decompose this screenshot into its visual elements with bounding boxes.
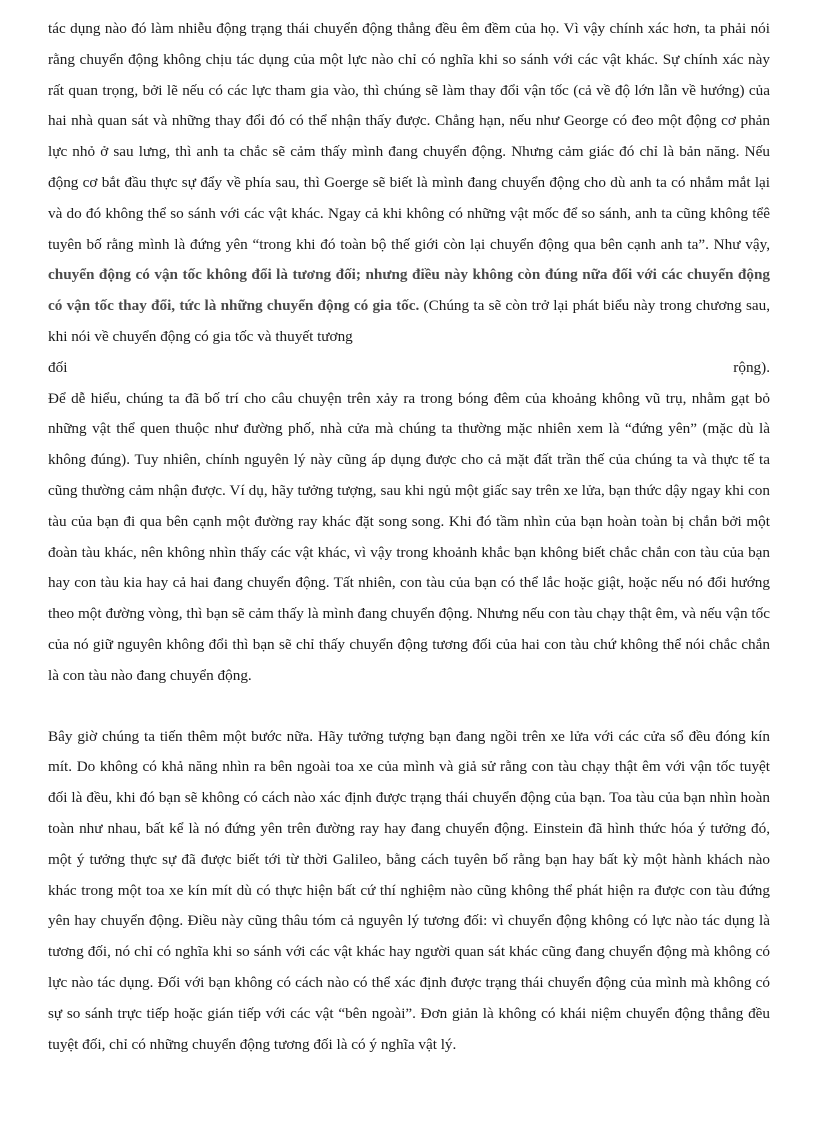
paragraph-closed-carriage: Bây giờ chúng ta tiến thêm một bước nữa. Hãy tưởng tượng bạn đang ngồi trên xe lửa với các cửa sổ đều đóng kín mít. Do không có khả năng nhìn ra bên ngoài toa xe của mình và giả sử rằng con tàu chạy thật êm với vận tốc tuyệt đối là đều, khi đó bạn sẽ không có cách nào xác định được trạng thái chuyển động của bạn. Toa tàu của bạn nhìn hoàn toàn như nhau, bất kể là nó đứng yên trên đường ray hay đang chuyển động. Einstein đã hình thức hóa ý tưởng đó, một ý tưởng thực sự đã được biết tới từ thời Galileo, bằng cách tuyên bố rằng bạn hay bất kỳ một hành khách nào khác trong một toa xe kín mít dù có thực hiện bất cứ thí nghiệm nào cũng không thể phát hiện ra được con tàu đứng yên hay chuyển động. Điều này cũng thâu tóm cả nguyên lý tương đối: vì chuyển động không có lực nào tác dụng là tương đối, nó chỉ có nghĩa khi so sánh với các vật khác hay người quan sát khác cũng đang chuyển động mà không có lực nào tác dụng. Đối với bạn không có cách nào có thể xác định được trạng thái chuyển động của mình mà không có sự so sánh trực tiếp hoặc gián tiếp với các vật “bên ngoài”. Đơn giản là không có khái niệm chuyển động thẳng đều tuyệt đối, chỉ có những chuyển động tương đối là có ý nghĩa vật lý. [48, 727, 770, 1053]
paragraph-relative-motion [48, 14, 770, 353]
last-line-left-word: đối [48, 358, 68, 376]
document-page [48, 14, 770, 1060]
bold-statement: chuyển động có vận tốc không đổi là tương đối; nhưng điều này không còn đúng nữa đối với các chuyển động có vận tốc thay đổi, tức là những chuyển động có gia tốc. [48, 266, 770, 315]
paragraph-text: tác dụng nào đó làm nhiễu động trạng thái chuyển động thẳng đều êm đềm của họ. Vì vậy chính xác hơn, ta phải nói rằng chuyển động không chịu tác dụng của một lực nào chỉ có nghĩa khi so sánh với các vật khác. Sự chính xác này rất quan trọng, bởi lẽ nếu có các lực tham gia vào, thì chúng sẽ làm thay đổi vận tốc (cả về độ lớn lẫn về hướng) của hai nhà quan sát và những thay đổi đó có thể nhận thấy được. Chẳng hạn, nếu như George có đeo một động cơ phản lực nhỏ ở sau lưng, thì anh ta chắc sẽ cảm thấy mình đang chuyển động. Nhưng cảm giác đó chỉ là bản năng. Nếu động cơ bắt đầu thực sự đẩy về phía sau, thì Goerge sẽ biết là mình đang chuyển động cho dù anh ta có nhắm mắt lại và do đó không thể so sánh với các vật khác. Ngay cả khi không có những vật mốc để so sánh, anh ta cũng không tểê tuyên bố rằng mình là đứng yên “trong khi đó toàn bộ thế giới còn lại chuyển động qua bên cạnh anh ta”. Như vậy, [48, 20, 770, 253]
paragraph-train-example: Để dễ hiểu, chúng ta đã bố trí cho câu chuyện trên xảy ra trong bóng đêm của khoảng không vũ trụ, nhằm gạt bỏ những vật thể quen thuộc như đường phố, nhà cửa mà chúng ta thường mặc nhiên xem là “đứng yên” (mặc dù là không đúng). Tuy nhiên, chính nguyên lý này cũng áp dụng được cho cả mặt đất trần thế của chúng ta và thực tế ta cũng thường cảm nhận được. Ví dụ, hãy tưởng tượng, sau khi ngủ một giấc say trên xe lửa, bạn thức dậy ngay khi con tàu của bạn đi qua bên cạnh một đường ray khác đặt song song. Khi đó tầm nhìn của bạn hoàn toàn bị chắn bởi một đoàn tàu khác, nên không nhìn thấy các vật khác, vì vậy trong khoảnh khắc bạn không biết chắc chắn con tàu của bạn hay con tàu kia hay cả hai đang chuyển động. Tất nhiên, con tàu của bạn có thể lắc hoặc giật, hoặc nếu nó đổi hướng theo một đường vòng, thì bạn sẽ cảm thấy là mình đang chuyển động. Nhưng nếu con tàu chạy thật êm, và nếu vận tốc của nó giữ nguyên không đổi thì bạn sẽ chỉ thấy chuyển động tương đối của hai con tàu chứ không thể nói chắc chắn là con tàu nào đang chuyển động. [48, 389, 770, 684]
stretched-last-line [48, 353, 770, 384]
last-line-right-word: rộng). [733, 358, 770, 376]
paragraph-text-continued: (Chúng ta sẽ còn trở lại phát biểu này trong chương sau, khi nói về chuyển động có gia tốc và thuyết tương [48, 297, 771, 345]
